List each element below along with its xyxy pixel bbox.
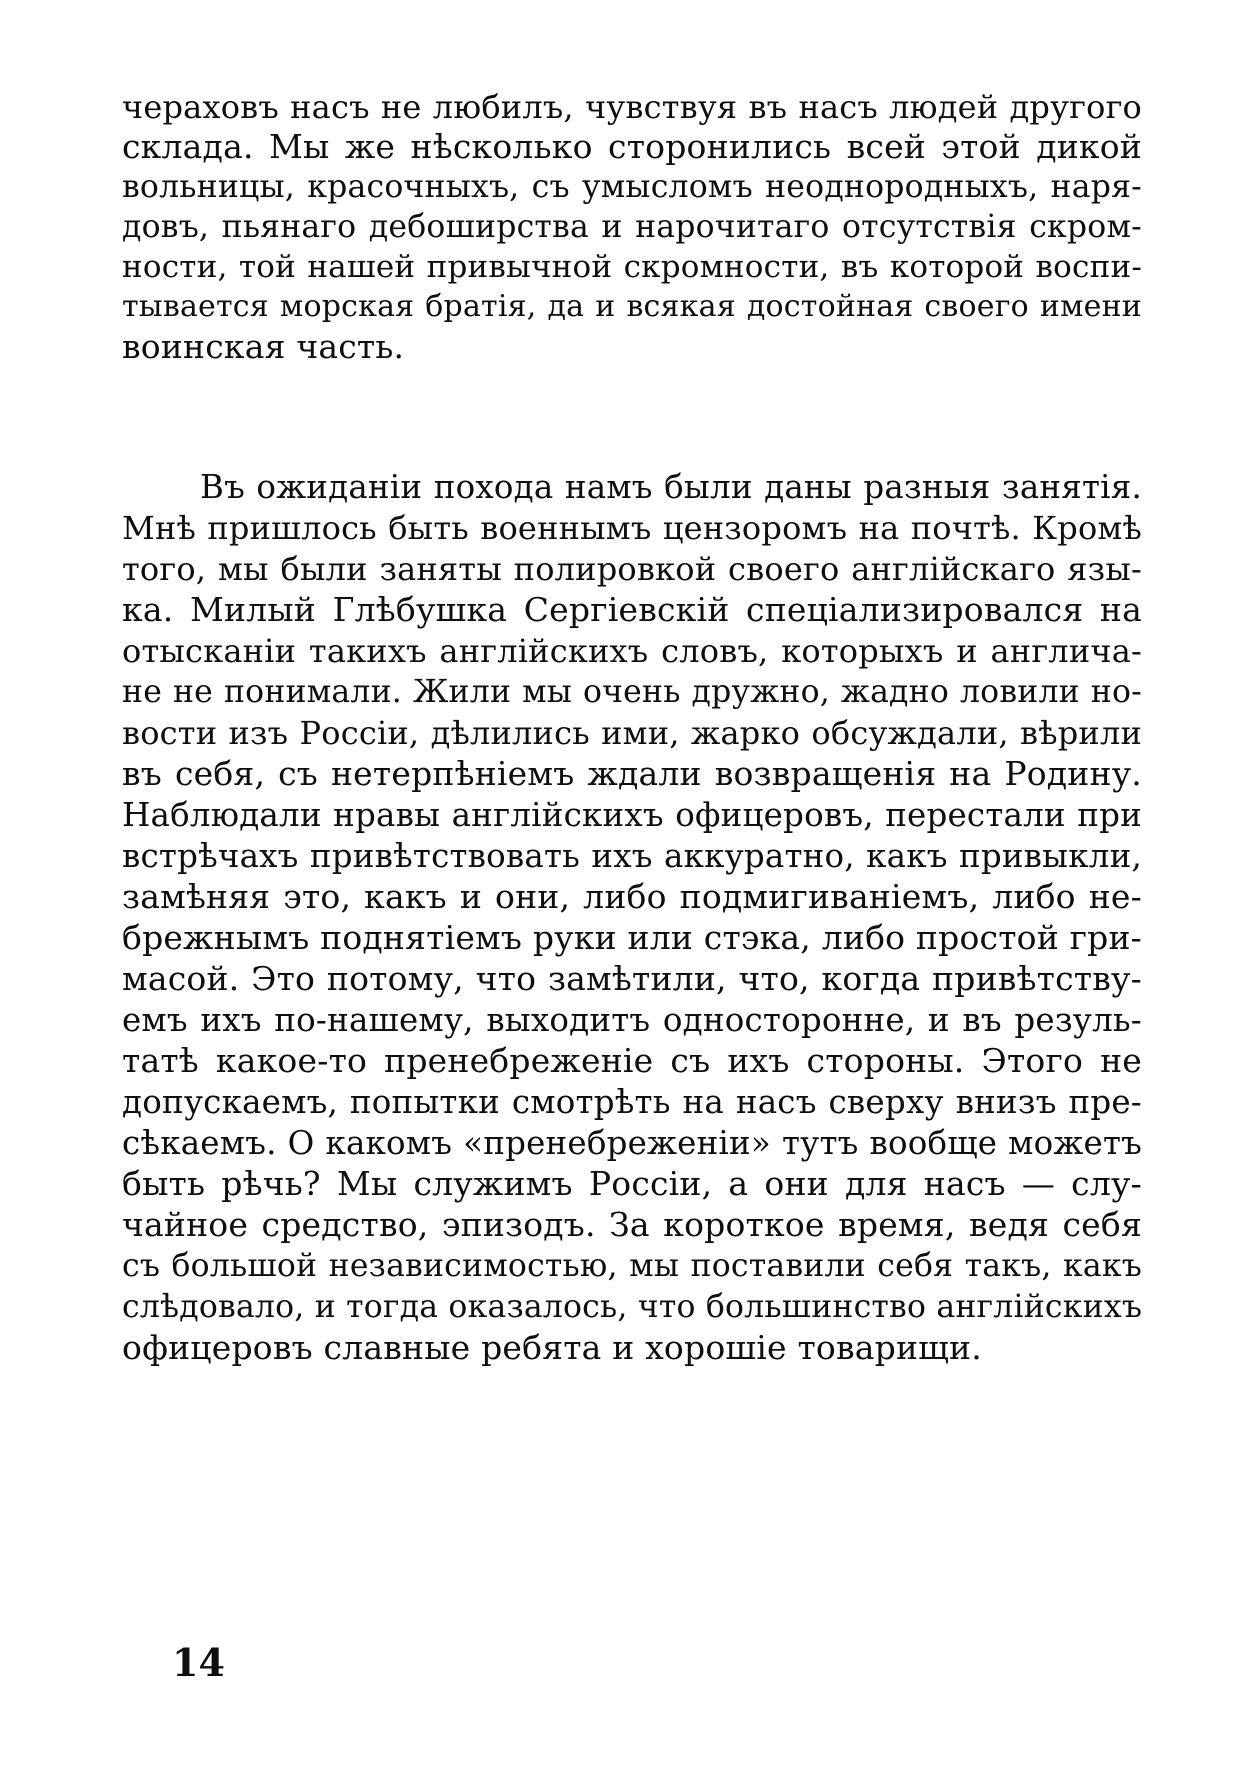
text-line: ка. Милый Глѣбушка Сергіевскій спеціализировался на xyxy=(122,590,1142,629)
text-line: отысканіи такихъ англійскихъ словъ, которыхъ и англича- xyxy=(122,632,1142,670)
text-line: брежнымъ поднятіемъ руки или стэка, либо простой гри- xyxy=(122,918,1142,957)
text-line: вольницы, красочныхъ, съ умысломъ неоднородныхъ, наря- xyxy=(122,169,1142,205)
text-line: съ большой независимостью, мы поставили себя такъ, какъ xyxy=(122,1248,1142,1284)
text-line: емъ ихъ по-нашему, выходитъ односторонне, и въ резуль- xyxy=(122,1001,1142,1039)
text-line: не не понимали. Жили мы очень дружно, жадно ловили но- xyxy=(122,674,1142,710)
text-line: чераховъ насъ не любилъ, чувствуя въ насъ людей другого xyxy=(122,88,1142,126)
text-line: Въ ожиданіи похода намъ были даны разныя занятія. xyxy=(200,468,1142,506)
page-number: 14 xyxy=(172,1640,225,1685)
text-line: сѣкаемъ. О какомъ «пренебреженіи» тутъ вообще можетъ xyxy=(122,1124,1142,1162)
text-line: въ себя, съ нетерпѣніемъ ждали возвращенія на Родину. xyxy=(122,754,1142,793)
text-line: чайное средство, эпизодъ. За короткое время, ведя себя xyxy=(122,1205,1142,1244)
text-line: довъ, пьянаго дебоширства и нарочитаго отсутствія скром- xyxy=(122,209,1142,245)
text-line: офицеровъ славные ребята и хорошіе товарищи. xyxy=(122,1328,982,1367)
text-line: встрѣчахъ привѣтствовать ихъ аккуратно, какъ привыкли, xyxy=(122,837,1142,875)
text-line: слѣдовало, и тогда оказалось, что большинство англійскихъ xyxy=(122,1289,1142,1325)
text-line: масой. Это потому, что замѣтили, что, когда привѣтству- xyxy=(122,959,1142,998)
text-line: тывается морская братія, да и всякая достойная своего имени xyxy=(122,289,1142,324)
text-line: воинская часть. xyxy=(122,327,405,366)
text-line: того, мы были заняты полировкой своего англійскаго язы- xyxy=(122,550,1142,588)
text-line: вости изъ Россіи, дѣлились ими, жарко обсуждали, вѣрили xyxy=(122,714,1142,752)
text-line: татѣ какое-то пренебреженіе съ ихъ стороны. Этого не xyxy=(122,1041,1142,1080)
text-line: замѣняя это, какъ и они, либо подмигиваніемъ, либо не- xyxy=(122,877,1142,916)
text-line: склада. Мы же нѣсколько сторонились всей этой дикой xyxy=(122,127,1142,166)
text-line: ности, той нашей привычной скромности, въ которой воспи- xyxy=(122,249,1142,285)
text-line: допускаемъ, попытки смотрѣть на насъ сверху внизъ пре- xyxy=(122,1083,1142,1121)
text-line: Мнѣ пришлось быть военнымъ цензоромъ на почтѣ. Кромѣ xyxy=(122,509,1142,547)
text-line: Наблюдали нравы англійскихъ офицеровъ, перестали при xyxy=(122,796,1142,834)
text-line: быть рѣчь? Мы служимъ Россіи, а они для насъ — слу- xyxy=(122,1164,1142,1203)
